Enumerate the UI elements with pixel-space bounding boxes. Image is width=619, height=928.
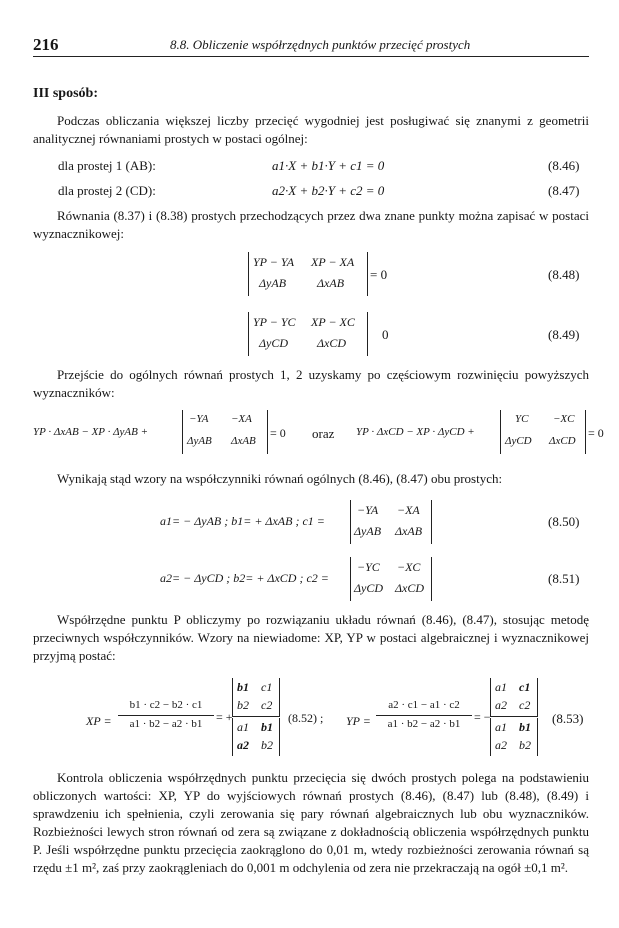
- eq-853-number: (8.53): [552, 711, 584, 726]
- expand-left-lead: YP · ΔxAB − XP · ΔyAB +: [33, 426, 149, 438]
- eq-853-lhs: YP =: [346, 714, 371, 728]
- eq-853-eq: = −: [474, 710, 491, 724]
- det-cell: −XA: [397, 503, 420, 517]
- determinant-expand-left: [182, 410, 268, 454]
- paragraph-1: Podczas obliczania większej liczby przecięć wygodniej jest posługiwać się znanymi z geometrii analitycznej równaniami prostych w postaci ogólnej:: [33, 113, 589, 146]
- paragraph-3: Przejście do ogólnych równań prostych 1, 2 uzyskamy po częściowym rozwinięciu powyższych wyznaczników:: [33, 367, 589, 400]
- det-cell: ΔxCD: [395, 581, 425, 595]
- det-cell: YP − YC: [253, 315, 296, 329]
- page-number: 216: [33, 35, 59, 54]
- determinant-853-num: [490, 678, 538, 716]
- expand-connector: oraz: [312, 426, 335, 441]
- expand-right-lead: YP · ΔxCD − XP · ΔyCD +: [356, 426, 475, 438]
- fraction-bar: [232, 716, 280, 717]
- det-cell: a1: [495, 680, 507, 694]
- det-cell: b1: [237, 680, 249, 694]
- det-cell: XP − XC: [311, 315, 355, 329]
- det-cell: a1: [237, 720, 249, 734]
- det-cell: ΔyCD: [505, 435, 532, 447]
- paragraph-5: Współrzędne punktu P obliczymy po rozwiązaniu układu równań (8.46), (8.47), stosując metodę przeciwnych współczynników. Wzory na niewiadome: XP, YP w postaci algebraicznej i wyznacznikowej przyjmą postać:: [33, 612, 589, 663]
- eq-852-lhs: XP =: [86, 714, 112, 728]
- det-cell: ΔyCD: [259, 336, 289, 350]
- det-cell: c1: [519, 680, 531, 694]
- eq-851-number: (8.51): [548, 571, 580, 586]
- eq-848-number: (8.48): [548, 267, 580, 282]
- determinant-853-den: [490, 718, 538, 756]
- determinant-848: [248, 252, 368, 296]
- eq-847-label: dla prostej 2 (CD):: [58, 183, 156, 198]
- determinant-849: [248, 312, 368, 356]
- det-cell: ΔyCD: [354, 581, 384, 595]
- det-cell: ΔxCD: [549, 435, 576, 447]
- det-cell: YP − YA: [253, 255, 295, 269]
- determinant-850: [350, 500, 432, 544]
- eq-851-text: a2= − ΔyCD ; b2= + ΔxCD ; c2 =: [160, 571, 329, 585]
- det-cell: ΔxCD: [317, 336, 347, 350]
- eq-853-numerator: a2 · c1 − a1 · c2: [388, 699, 460, 711]
- det-cell: b2: [261, 738, 273, 752]
- det-cell: ΔxAB: [231, 435, 256, 447]
- determinant-852-den: [232, 718, 280, 756]
- section-title: III sposób:: [33, 86, 98, 101]
- det-cell: ΔyAB: [187, 435, 212, 447]
- det-cell: a2: [495, 738, 507, 752]
- eq-852-eq: = +: [216, 710, 233, 724]
- determinant-852-num: [232, 678, 280, 716]
- eq-849-equals: 0: [382, 327, 389, 342]
- paragraph-4: Wynikają stąd wzory na współczynniki równań ogólnych (8.46), (8.47) obu prostych:: [57, 471, 503, 486]
- expand-left-equals: = 0: [270, 426, 286, 440]
- fraction-bar: [376, 715, 472, 716]
- det-cell: a1: [495, 720, 507, 734]
- determinant-851: [350, 557, 432, 601]
- eq-846-formula: a1·X + b1·Y + c1 = 0: [272, 158, 385, 173]
- det-cell: b1: [261, 720, 273, 734]
- paragraph-2: Równania (8.37) i (8.38) prostych przechodzących przez dwa znane punkty można zapisać w postaci wyznacznikowej:: [33, 208, 589, 241]
- det-cell: b2: [519, 738, 531, 752]
- det-cell: −YA: [189, 413, 209, 425]
- det-cell: −YA: [357, 503, 379, 517]
- det-cell: b1: [519, 720, 531, 734]
- eq-849-number: (8.49): [548, 327, 580, 342]
- eq-853-denominator: a1 · b2 − a2 · b1: [387, 718, 461, 730]
- det-cell: c1: [261, 680, 273, 694]
- expand-right-equals: = 0: [588, 426, 604, 440]
- det-cell: XP − XA: [311, 255, 355, 269]
- det-cell: c2: [261, 698, 273, 712]
- eq-848-equals: = 0: [370, 267, 388, 282]
- eq-846-label: dla prostej 1 (AB):: [58, 158, 156, 173]
- eq-846-number: (8.46): [548, 158, 580, 173]
- det-cell: c2: [519, 698, 531, 712]
- running-title: 8.8. Obliczenie współrzędnych punktów przecięć prostych: [170, 37, 471, 52]
- det-cell: b2: [237, 698, 249, 712]
- det-cell: ΔxAB: [395, 524, 423, 538]
- det-cell: −XC: [397, 560, 421, 574]
- eq-847-formula: a2·X + b2·Y + c2 = 0: [272, 183, 385, 198]
- eq-850-number: (8.50): [548, 514, 580, 529]
- det-cell: YC: [515, 413, 529, 425]
- eq-852-denominator: a1 · b2 − a2 · b1: [129, 718, 203, 730]
- det-cell: ΔyAB: [354, 524, 382, 538]
- fraction-bar: [490, 716, 538, 717]
- det-cell: −YC: [357, 560, 380, 574]
- determinant-expand-right: [500, 410, 586, 454]
- det-cell: −XA: [231, 413, 252, 425]
- eq-850-text: a1= − ΔyAB ; b1= + ΔxAB ; c1 =: [160, 514, 325, 528]
- paragraph-6: Kontrola obliczenia współrzędnych punktu przecięcia się dwóch prostych polega na podstawieniu obliczonych wartości: XP, YP do wyjściowych równań prostych (8.46), (8.47) lub (8.48), (8.49) i sprawdzeniu ich spełnienia, czyli zerowania się pary równań algebraicznych lub obu wyznaczników. Rozbieżności lewych stron równań od zera są związane z dokładnością obliczenia współrzędnych punktu P. Jeśli współrzędne punktu przecięcia zaokrąglono do 0,01 m, wtedy rozbieżności zerowania równań są rzędu ±1 m², zaś przy zaokrągleniach do 0,001 m odchylenia od zera nie przekraczają na ogół ±0,1 m².: [33, 770, 589, 875]
- det-cell: ΔxAB: [317, 276, 345, 290]
- eq-852-number: (8.52) ;: [288, 711, 324, 725]
- det-cell: a2: [495, 698, 507, 712]
- eq-847-number: (8.47): [548, 183, 580, 198]
- det-cell: a2: [237, 738, 249, 752]
- header-rule: [33, 56, 589, 57]
- eq-852-numerator: b1 · c2 − b2 · c1: [129, 699, 203, 711]
- det-cell: −XC: [553, 413, 575, 425]
- fraction-bar: [118, 715, 214, 716]
- det-cell: ΔyAB: [259, 276, 287, 290]
